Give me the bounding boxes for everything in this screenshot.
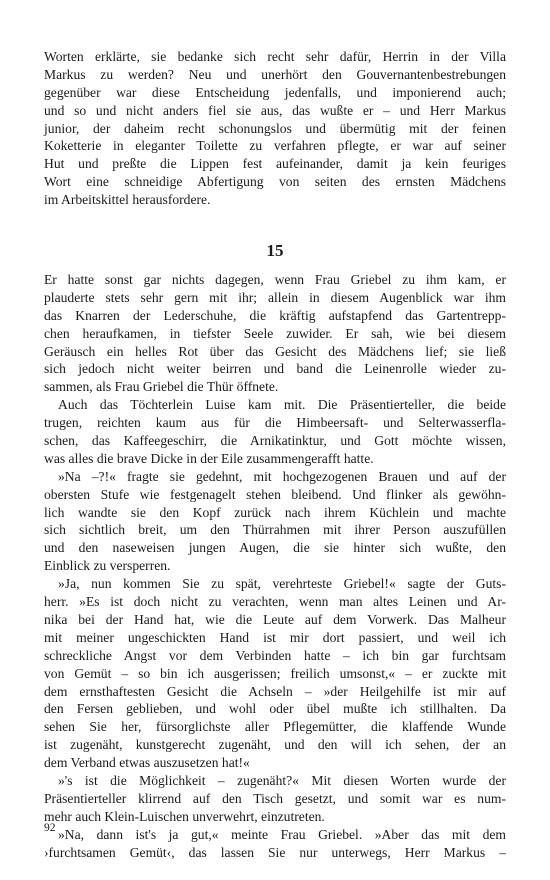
text-line: Einblick zu versperren. (44, 558, 171, 574)
text-line: »Na, dann ist's ja gut,« meinte Frau Griebel. »Aber das mit dem (58, 826, 506, 842)
text-line: Er hatte sonst gar nichts dagegen, wenn Frau Griebel zu ihm kam, er (44, 272, 506, 288)
text-line: plauderte stets sehr gern mit ihr; allein in diesem Augenblick war ihm (44, 289, 506, 305)
text-line: junior, der daheim recht schonungslos und übermütig mit der feinen (44, 120, 506, 136)
text-line: sehen Sie her, fürsorglichste aller Pflegemütter, die klaffende Wunde (44, 719, 506, 735)
text-line: chen heraufkamen, in tiefster Seele zuwider. Er sah, wie bei diesem (44, 325, 506, 341)
text-line: herr. »Es ist doch nicht zu verachten, wenn man altes Leinen und Ar- (44, 594, 506, 610)
text-line: was alles die brave Dicke in der Eile zusammengerafft hatte. (44, 450, 374, 466)
text-line: nika bei der Hand hat, wie die Leute auf dem Vorwerk. Das Malheur (44, 611, 506, 627)
text-page (44, 48, 506, 861)
page-number: 92 (44, 822, 56, 834)
text-line: »'s ist die Möglichkeit – zugenäht?« Mit diesen Worten wurde der (58, 772, 506, 788)
text-line: Geräusch ein helles Rot über das Gesicht des Mädchens lief; sie ließ (44, 343, 506, 359)
text-line: und den naseweisen jungen Augen, die sie hinter sich wußte, den (44, 540, 506, 556)
text-line: sich jedoch nicht weiter beirren und band die Leinenrolle wieder zu- (44, 361, 506, 377)
paragraph (44, 826, 506, 862)
paragraph (44, 396, 506, 468)
text-line: mehr auch Klein-Luischen unverwehrt, einzutreten. (44, 808, 325, 824)
text-line: gegenüber war diese Entscheidung jedenfalls, und imponierend auch; (44, 84, 506, 100)
text-line: »Ja, nun kommen Sie zu spät, verehrteste Griebel!« sagte der Guts- (58, 576, 506, 592)
chapter-body (44, 271, 506, 861)
text-line: von Gemüt – so bin ich ausgerissen; freilich umsonst,« – er zuckte mit (44, 665, 506, 681)
text-line: im Arbeitskittel herausfordere. (44, 192, 211, 208)
text-line: obersten Stufe wie festgenagelt stehen bleibend. Und flinker als gewöhn- (44, 486, 506, 502)
text-line: Präsentierteller klirrend auf den Tisch gesetzt, und somit war es num- (44, 790, 506, 806)
text-line: dem ernsthaftesten Gesicht die Achseln – »der Heilgehilfe ist mir auf (44, 683, 506, 699)
text-line: schen, das Kaffeegeschirr, die Arnikatinktur, und Gott möchte wissen, (44, 433, 506, 449)
text-line: und so und nicht anders fiel sie aus, das wußte er – und Herr Markus (44, 102, 506, 118)
text-line: den Fersen geblieben, und wohl oder übel mußte ich stillhalten. Da (44, 701, 506, 717)
text-line: dem Verband etwas auszusetzen hat!« (44, 755, 250, 771)
text-line: Koketterie in eleganter Toilette zu verfahren pflegte, er war auf seiner (44, 138, 506, 154)
text-line: trugen, reichten kaum aus für die Himbeersaft- und Selterwasserfla- (44, 415, 506, 431)
paragraph (44, 271, 506, 396)
text-line: Worten erklärte, sie bedanke sich recht sehr dafür, Herrin in der Villa (44, 49, 506, 64)
text-line: Markus zu werden? Neu und unerhört den Gouvernantenbestrebungen (44, 66, 506, 82)
paragraph (44, 48, 506, 209)
text-line: Wort eine schneidige Abfertigung von seiten des ernsten Mädchens (44, 174, 506, 190)
text-line: ›furchtsamen Gemüt‹, das lassen Sie nur unterwegs, Herr Markus – (44, 844, 506, 860)
text-line: sich sichtlich breit, um den Thürrahmen mit ihrer Person auszufüllen (44, 522, 506, 538)
text-line: sammen, als Frau Griebel die Thür öffnete. (44, 379, 279, 395)
text-line: Auch das Töchterlein Luise kam mit. Die Präsentierteller, die beide (58, 397, 506, 413)
text-line: schreckliche Angst vor dem Verbinden hatte – ich bin gar furchtsam (44, 647, 506, 663)
paragraph (44, 468, 506, 575)
text-line: das Knarren der Lederschuhe, die kräftig aufstapfend das Gartentrepp- (44, 307, 506, 323)
paragraph (44, 575, 506, 772)
text-line: Hut und preßte die Lippen fest aufeinander, damit ja kein feuriges (44, 156, 506, 172)
paragraph (44, 772, 506, 826)
text-line: mit meiner ungeschickten Hand ist mir dort passiert, und weil ich (44, 629, 506, 645)
opening-paragraphs (44, 48, 506, 209)
text-line: »Na –?!« fragte sie gedehnt, mit hochgezogenen Brauen und auf der (58, 468, 506, 484)
chapter-heading: 15 (266, 241, 284, 261)
text-line: lich wandte sie den Kopf zurück nach ihrem Küchlein und machte (44, 504, 506, 520)
text-line: ist zugenäht, kunstgerecht zugenäht, und den will ich sehen, der an (44, 737, 506, 753)
